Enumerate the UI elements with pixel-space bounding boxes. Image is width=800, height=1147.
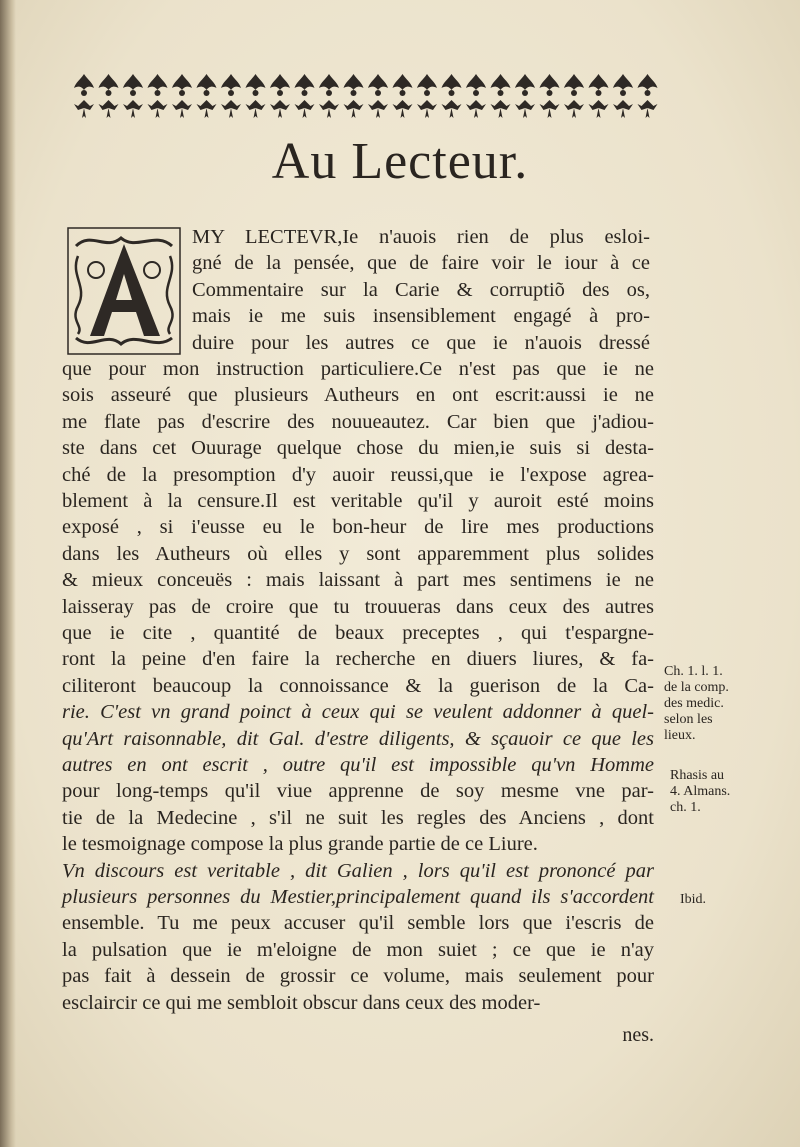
- text-line: Commentaire sur la Carie & corruptiõ des os,: [192, 278, 650, 301]
- text-line: MY LECTEVR,Ie n'auois rien de plus esloi-: [192, 226, 650, 248]
- text-line: blement à la censure.Il est veritable qu'il y auroit esté moins: [62, 490, 654, 512]
- decorated-initial-a: [66, 226, 182, 356]
- text-line: plusieurs personnes du Mestier,principalement quand ils s'accordent: [62, 886, 654, 908]
- text-line: dans les Autheurs où elles y sont apparemment plus solides: [62, 542, 654, 565]
- margin-note-galen: Ch. 1. l. 1. de la comp. des medic. selon les lieux.: [664, 664, 729, 743]
- text-line: le tesmoignage compose la plus grande partie de ce Liure.: [62, 833, 538, 856]
- text-line: ciliteront beaucoup la connoissance & la guerison de la Ca-: [62, 674, 654, 697]
- text-line: pour long-temps qu'il viue apprenne de soy mesme vne par-: [62, 780, 654, 803]
- fleuron-ornament-band: [72, 70, 664, 122]
- text-line: la pulsation que ie m'eloigne de mon suiet ; ce que ie n'ay: [62, 938, 654, 961]
- margin-note-rhasis: Rhasis au 4. Almans. ch. 1.: [670, 768, 731, 815]
- text-line: qu'Art raisonnable, dit Gal. d'estre diligents, & sçauoir ce que les: [62, 727, 654, 750]
- text-line: Vn discours est veritable , dit Galien , lors qu'il est prononcé par: [62, 859, 654, 882]
- text-line: que pour mon instruction particuliere.Ce n'est pas que ie ne: [62, 358, 654, 380]
- text-line: duire pour les autres ce que ie n'auois dressé: [192, 331, 650, 354]
- text-line: sois asseuré que plusieurs Autheurs en ont escrit:aussi ie ne: [62, 384, 654, 407]
- text-line: esclaircir ce qui me sembloit obscur dans ceux des moder-: [62, 991, 541, 1014]
- text-line: autres en ont escrit , outre qu'il est impossible qu'vn Homme: [62, 754, 654, 776]
- text-line: ront la peine d'en faire la recherche en diuers liures, & fa-: [62, 648, 654, 671]
- text-line: & mieux conceuës : mais laissant à part mes sentimens ie ne: [62, 569, 654, 592]
- text-line: rie. C'est vn grand poinct à ceux qui se veulent addonner à quel-: [62, 701, 654, 724]
- text-line: gné de la pensée, que de faire voir le iour à ce: [192, 252, 650, 275]
- text-line: ste dans cet Ouurage quelque chose du mien,ie suis si desta-: [62, 437, 654, 460]
- text-line: mais ie me suis insensiblement engagé à pro-: [192, 305, 650, 328]
- text-line: me flate pas d'escrire des nouueautez. Car bien que j'adiou-: [62, 410, 654, 433]
- text-line: tie de la Medecine , s'il ne suit les regles des Anciens , dont: [62, 806, 654, 829]
- text-line: ché de la presomption d'y auoir reussi,que ie l'expose agrea-: [62, 463, 654, 486]
- text-line: que ie cite , quantité de beaux preceptes , qui t'espargne-: [62, 622, 654, 644]
- catchword: nes.: [622, 1024, 654, 1046]
- text-line: ensemble. Tu me peux accuser qu'il semble lors que i'escris de: [62, 912, 654, 935]
- text-line: exposé , si i'eusse eu le bon-heur de lire mes productions: [62, 516, 654, 539]
- text-line: laisseray pas de croire que tu trouueras dans ceux des autres: [62, 595, 654, 618]
- text-line: pas fait à dessein de grossir ce volume, mais seulement pour: [62, 965, 654, 988]
- page-title: Au Lecteur.: [271, 133, 529, 190]
- margin-note-ibid: Ibid.: [680, 892, 707, 907]
